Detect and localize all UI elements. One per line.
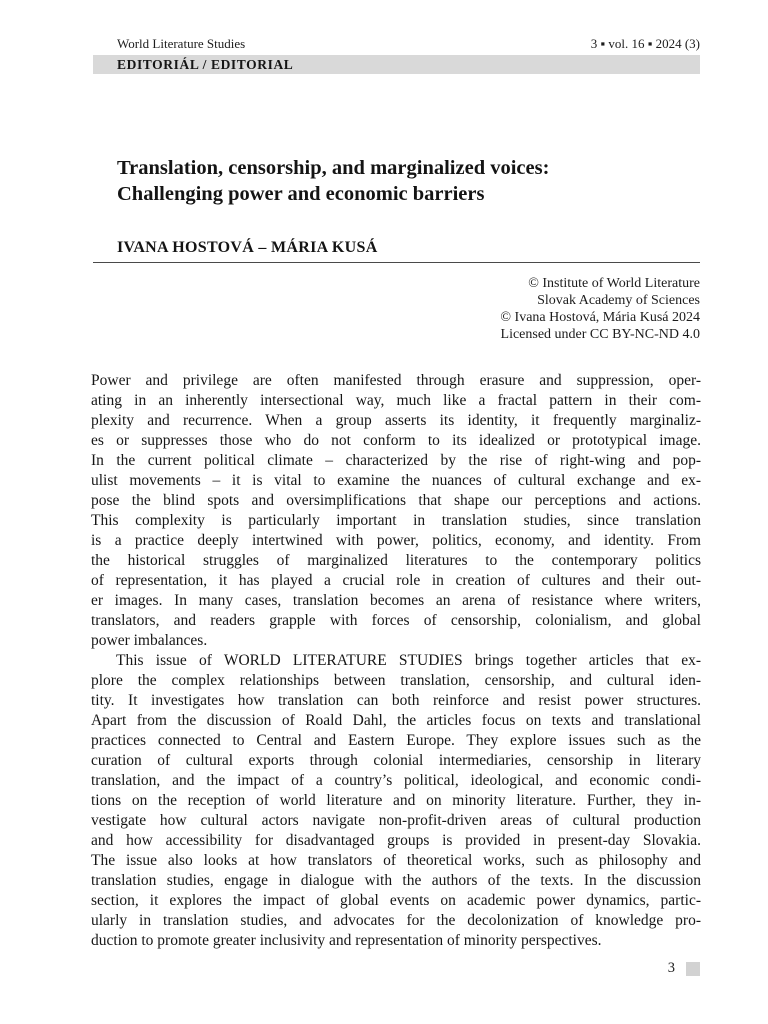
paragraph-line: Power and privilege are often manifested through erasure and suppression, oper- [91,372,701,389]
section-band [93,55,700,74]
paragraph-line: translation studies, engage in dialogue with the authors of the texts. In the discussion [91,872,701,889]
authors-line: IVANA HOSTOVÁ – MÁRIA KUSÁ [117,239,378,256]
footer-square-marker [686,962,700,976]
paragraph-line: translators, and readers grapple with forces of censorship, colonialism, and global [91,612,701,629]
section-band-label: EDITORIÁL / EDITORIAL [117,57,294,72]
article-body [91,371,701,951]
copyright-authors: © Ivana Hostová, Mária Kusá 2024 [500,310,700,325]
title-rule [93,262,700,263]
paragraph-line: plexity and recurrence. When a group asserts its identity, it frequently marginaliz- [91,412,701,429]
article-title-line-2: Challenging power and economic barriers [117,183,485,205]
copyright-institute: © Institute of World Literature [528,276,700,291]
paragraph-line: power imbalances. [91,632,208,649]
journal-name: World Literature Studies [117,36,246,51]
paragraph-line: pose the blind spots and oversimplifications that shape our perceptions and actions. [91,492,701,509]
paragraph-line: and how accessibility for disadvantaged groups is provided in present-day Slovakia. [91,832,701,849]
paragraph-line: ating in an inherently intersectional way, much like a fractal pattern in their com- [91,392,701,409]
paragraph-line: translation, and the impact of a country’s political, ideological, and economic condi- [91,772,701,789]
copyright-block [300,275,700,343]
paragraph-line: This complexity is particularly important in translation studies, since translation [91,512,701,529]
article-title-line-1: Translation, censorship, and marginalized voices: [117,157,550,179]
paragraph-line: Apart from the discussion of Roald Dahl, the articles focus on texts and translational [91,712,701,729]
paragraph-line: In the current political climate – characterized by the rise of right-wing and pop- [91,452,701,469]
paragraph-line: This issue of WORLD LITERATURE STUDIES brings together articles that ex- [116,652,701,669]
paragraph-line: plore the complex relationships between translation, censorship, and cultural iden- [91,672,701,689]
paragraph-line: of representation, it has played a crucial role in creation of cultures and their out- [91,572,701,589]
paragraph-line: section, it explores the impact of global events on academic power dynamics, partic- [91,892,701,909]
paragraph-line: es or suppresses those who do not conform to its idealized or prototypical image. [91,432,701,449]
paragraph-line: er images. In many cases, translation becomes an arena of resistance where writers, [91,592,701,609]
copyright-academy: Slovak Academy of Sciences [537,293,700,308]
paragraph-line: is a practice deeply intertwined with power, politics, economy, and identity. From [91,532,701,549]
paragraph-line: vestigate how cultural actors navigate non-profit-driven areas of cultural production [91,812,701,829]
paragraph-line: ulist movements – it is vital to examine the nuances of cultural exchange and ex- [91,472,701,489]
paragraph-line: curation of cultural exports through colonial intermediaries, censorship in literary [91,752,701,769]
paragraph-line: ularly in translation studies, and advocates for the decolonization of knowledge pro- [91,912,701,929]
paragraph-line: tions on the reception of world literature and on minority literature. Further, they in- [91,792,701,809]
paragraph-line: tity. It investigates how translation can both reinforce and resist power structures. [91,692,701,709]
page-number: 3 [667,960,675,976]
paragraph-line: The issue also looks at how translators of theoretical works, such as philosophy and [91,852,701,869]
paragraph-line: duction to promote greater inclusivity and representation of minority perspectives. [91,932,602,949]
page-footer [668,961,700,976]
paragraph-line: practices connected to Central and Eastern Europe. They explore issues such as the [91,732,701,749]
article-title [117,155,700,207]
issue-info: 3 ▪ vol. 16 ▪ 2024 (3) [590,36,700,51]
running-head [117,36,700,51]
paragraph-line: the historical struggles of marginalized literatures to the contemporary politics [91,552,701,569]
copyright-license: Licensed under CC BY-NC-ND 4.0 [500,327,700,342]
